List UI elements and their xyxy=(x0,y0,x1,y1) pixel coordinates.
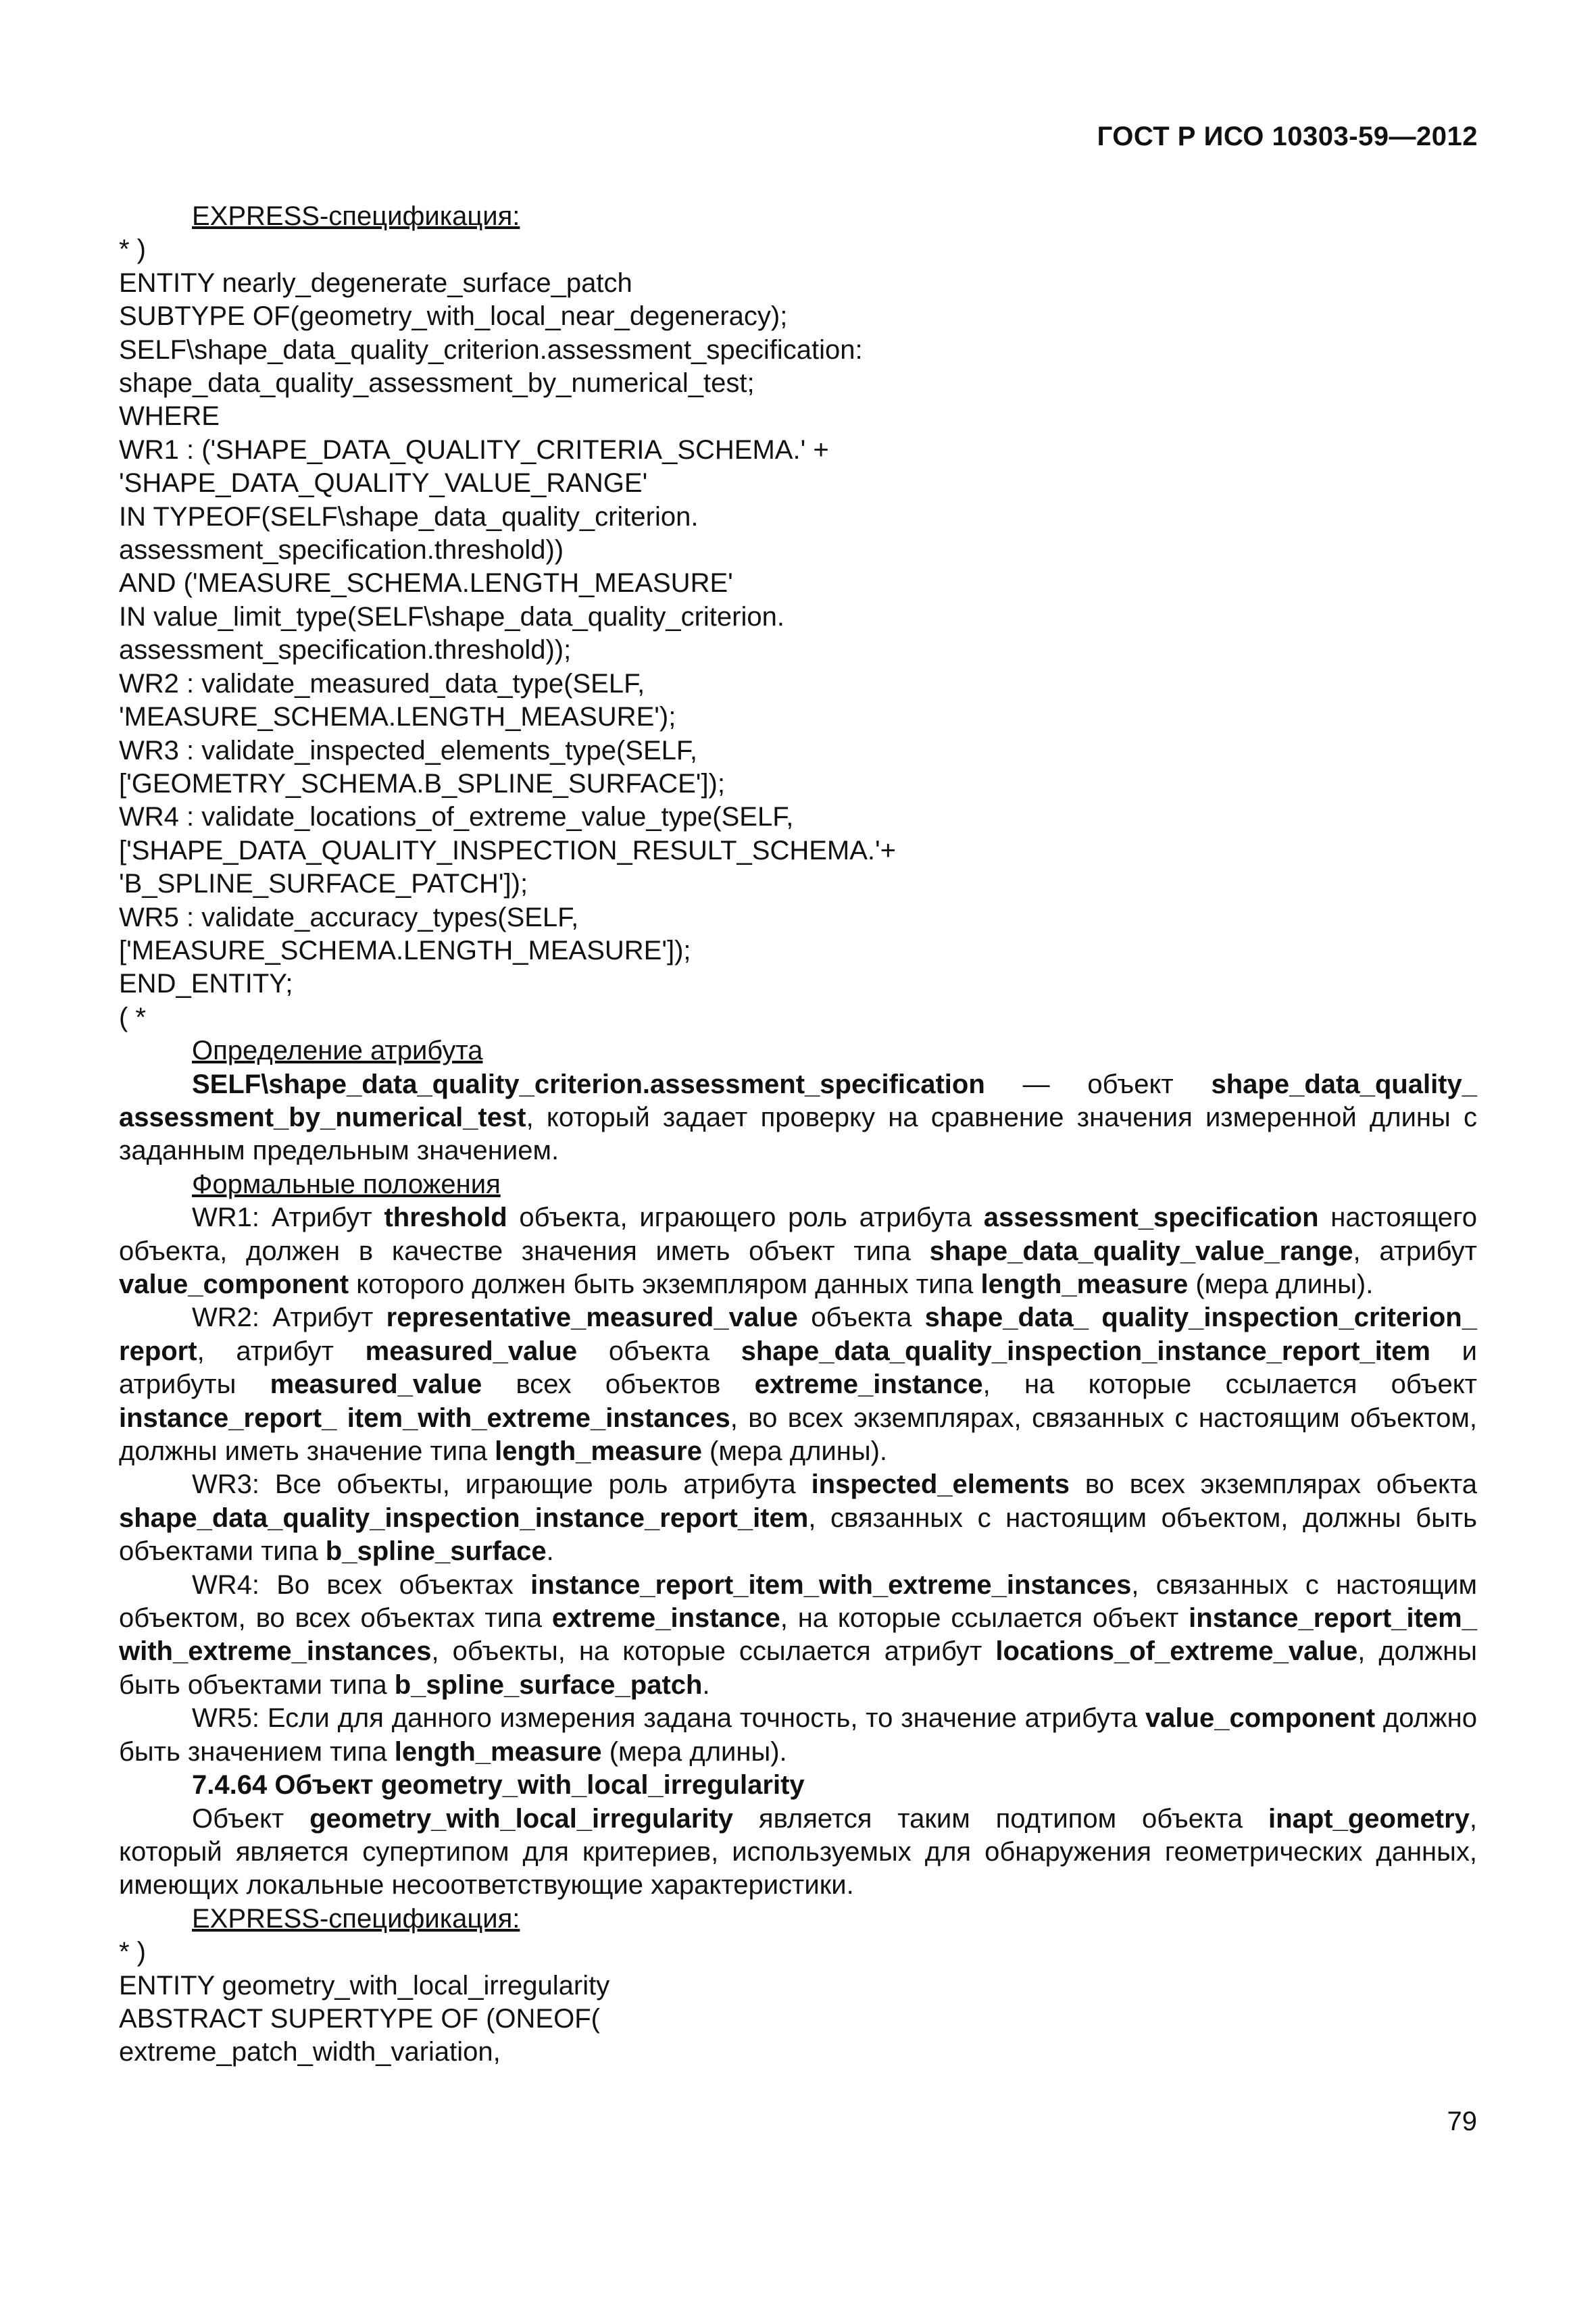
bold-term: shape_data_ quality_inspection_criterion_ report xyxy=(119,1303,1477,1366)
bold-term: inspected_elements xyxy=(811,1469,1070,1500)
text-run: , во всех экземплярах, связанных с настоящим объектом, должны иметь значение типа xyxy=(119,1403,1477,1467)
wr2-paragraph xyxy=(119,1301,1477,1468)
bold-term: length_measure xyxy=(394,1736,602,1767)
section-heading: 7.4.64 Объект geometry_with_local_irregularity xyxy=(192,1770,805,1801)
page-header: ГОСТ Р ИСО 10303-59—2012 xyxy=(1097,122,1478,151)
text-run: , который задает проверку на сравнение значения измеренной длины с заданным предельным значением. xyxy=(119,1102,1477,1166)
code-line: ENTITY geometry_with_local_irregularity xyxy=(119,1970,610,2001)
page-number: 79 xyxy=(1447,2107,1477,2136)
text-run: , объекты, на которые ссылается атрибут xyxy=(431,1636,996,1667)
bold-term: shape_data_quality_ assessment_by_numerical_test xyxy=(119,1069,1477,1132)
code-line: ['GEOMETRY_SCHEMA.B_SPLINE_SURFACE']); xyxy=(119,768,725,799)
bold-term: assessment_specification xyxy=(983,1203,1319,1233)
text-run: , связанных с настоящим объектом, во всех объектах типа xyxy=(119,1569,1478,1634)
bold-term: extreme_instance xyxy=(551,1603,780,1634)
formal-propositions-label: Формальные положения xyxy=(192,1169,501,1199)
attribute-definition-label: Определение атрибута xyxy=(192,1036,483,1066)
code-line: 'MEASURE_SCHEMA.LENGTH_MEASURE'); xyxy=(119,702,676,732)
bold-term: extreme_instance xyxy=(754,1369,983,1400)
text-run: WR5: Если для данного измерения задана точность, то значение атрибута xyxy=(192,1703,1145,1734)
text-run: и атрибуты xyxy=(119,1336,1477,1400)
text-run: которого должен быть экземпляром данных типа xyxy=(349,1269,981,1299)
wr3-paragraph xyxy=(119,1468,1477,1568)
bold-term: inapt_geometry xyxy=(1268,1803,1470,1834)
code-line: 'B_SPLINE_SURFACE_PATCH']); xyxy=(119,869,528,899)
text-run: WR1: Атрибут xyxy=(192,1203,384,1233)
code-line: assessment_specification.threshold)) xyxy=(119,535,564,565)
bold-term: b_spline_surface_patch xyxy=(394,1669,703,1700)
text-run: объекта xyxy=(797,1303,925,1333)
text-run: — объект xyxy=(984,1069,1212,1099)
bold-term: length_measure xyxy=(495,1436,702,1467)
text-run: , на которые ссылается объект xyxy=(982,1369,1477,1400)
wr1-paragraph xyxy=(119,1201,1477,1301)
code-line: WR1 : ('SHAPE_DATA_QUALITY_CRITERIA_SCHEMA.' + xyxy=(119,434,829,465)
code-line: IN value_limit_type(SELF\shape_data_quality_criterion. xyxy=(119,601,784,632)
wr4-paragraph xyxy=(119,1569,1477,1703)
code-line: WR3 : validate_inspected_elements_type(SELF, xyxy=(119,735,698,765)
text-run: , должны быть объектами типа xyxy=(119,1636,1477,1700)
code-line: ['SHAPE_DATA_QUALITY_INSPECTION_RESULT_SCHEMA.'+ xyxy=(119,835,897,865)
text-run: WR3: Все объекты, играющие роль атрибута xyxy=(192,1469,812,1500)
wr5-paragraph xyxy=(119,1702,1477,1769)
text-run: , который является супертипом для критериев, используемых для обнаружения геометрических данных, имеющих локальные несоответствующие характеристики. xyxy=(119,1803,1478,1901)
code-line: IN TYPEOF(SELF\shape_data_quality_criterion. xyxy=(119,501,699,532)
code-line: ENTITY nearly_degenerate_surface_patch xyxy=(119,268,632,298)
bold-term: shape_data_quality_inspection_instance_report_item xyxy=(119,1503,809,1533)
text-run: настоящего объекта, должен в качестве значения иметь объект типа xyxy=(119,1203,1477,1266)
bold-term: measured_value xyxy=(270,1369,482,1400)
bold-term: representative_measured_value xyxy=(386,1303,798,1333)
code-line: AND ('MEASURE_SCHEMA.LENGTH_MEASURE' xyxy=(119,568,733,599)
code-line: WR2 : validate_measured_data_type(SELF, xyxy=(119,668,645,699)
bold-term: instance_report_ item_with_extreme_instances xyxy=(119,1403,730,1433)
bold-term: instance_report_item_ with_extreme_instances xyxy=(119,1603,1477,1667)
text-run: , атрибут xyxy=(1353,1236,1477,1266)
bold-term: value_component xyxy=(1145,1703,1376,1734)
express-spec-label: EXPRESS-спецификация: xyxy=(192,201,520,231)
bold-term: geometry_with_local_irregularity xyxy=(309,1803,734,1834)
bold-term: shape_data_quality_inspection_instance_report_item xyxy=(741,1336,1430,1366)
code-block-1 xyxy=(119,233,1477,1034)
text-run: Объект xyxy=(192,1803,310,1834)
code-line: ['MEASURE_SCHEMA.LENGTH_MEASURE']); xyxy=(119,935,691,965)
code-line: * ) xyxy=(119,234,146,265)
text-run: во всех экземплярах объекта xyxy=(1069,1469,1477,1500)
code-line: * ) xyxy=(119,1937,146,1967)
code-block-2 xyxy=(119,1936,1477,2069)
bold-term: measured_value xyxy=(365,1336,578,1366)
text-run: является таким подтипом объекта xyxy=(733,1803,1269,1834)
code-line: WR5 : validate_accuracy_types(SELF, xyxy=(119,902,579,932)
bold-term: threshold xyxy=(384,1203,507,1233)
text-run: (мера длины). xyxy=(701,1436,888,1467)
text-run: всех объектов xyxy=(482,1369,755,1400)
code-line: SELF\shape_data_quality_criterion.assessment_specification: xyxy=(119,334,863,365)
code-line: ABSTRACT SUPERTYPE OF (ONEOF( xyxy=(119,2003,600,2034)
text-run: . xyxy=(546,1536,554,1567)
text-run: , на которые ссылается объект xyxy=(780,1603,1189,1634)
bold-term: length_measure xyxy=(980,1269,1189,1299)
bold-term: value_component xyxy=(119,1269,349,1299)
text-run: . xyxy=(702,1669,710,1700)
text-run: объекта xyxy=(577,1336,741,1366)
bold-term: locations_of_extreme_value xyxy=(995,1636,1358,1667)
text-run: объекта, играющего роль атрибута xyxy=(507,1203,984,1233)
code-line: SUBTYPE OF(geometry_with_local_near_degeneracy); xyxy=(119,301,788,332)
text-run: , атрибут xyxy=(197,1336,366,1366)
code-line: ( * xyxy=(119,1002,146,1032)
text-run: , связанных с настоящим объектом, должны быть объектами типа xyxy=(119,1503,1477,1567)
bold-term: b_spline_surface xyxy=(325,1536,547,1567)
code-line: 'SHAPE_DATA_QUALITY_VALUE_RANGE' xyxy=(119,468,648,499)
page-content xyxy=(119,200,1477,2069)
text-run: WR2: Атрибут xyxy=(192,1303,386,1333)
text-run: (мера длины). xyxy=(1188,1269,1374,1299)
attribute-definition-paragraph xyxy=(119,1068,1477,1168)
code-line: WR4 : validate_locations_of_extreme_value_type(SELF, xyxy=(119,802,794,832)
code-line: assessment_specification.threshold)); xyxy=(119,635,572,665)
text-run: WR4: Во всех объектах xyxy=(192,1569,531,1600)
code-line: WHERE xyxy=(119,401,220,432)
code-line: END_ENTITY; xyxy=(119,969,293,999)
code-line: shape_data_quality_assessment_by_numerical_test; xyxy=(119,368,755,399)
section-paragraph xyxy=(119,1803,1477,1903)
bold-term: instance_report_item_with_extreme_instances xyxy=(530,1569,1132,1600)
text-run: (мера длины). xyxy=(601,1736,787,1767)
express-spec-label: EXPRESS-спецификация: xyxy=(192,1903,520,1934)
code-line: extreme_patch_width_variation, xyxy=(119,2037,501,2067)
bold-term: shape_data_quality_value_range xyxy=(929,1236,1353,1266)
text-run: должно быть значением типа xyxy=(119,1703,1477,1767)
bold-term: SELF\shape_data_quality_criterion.assessment_specification xyxy=(192,1069,985,1099)
